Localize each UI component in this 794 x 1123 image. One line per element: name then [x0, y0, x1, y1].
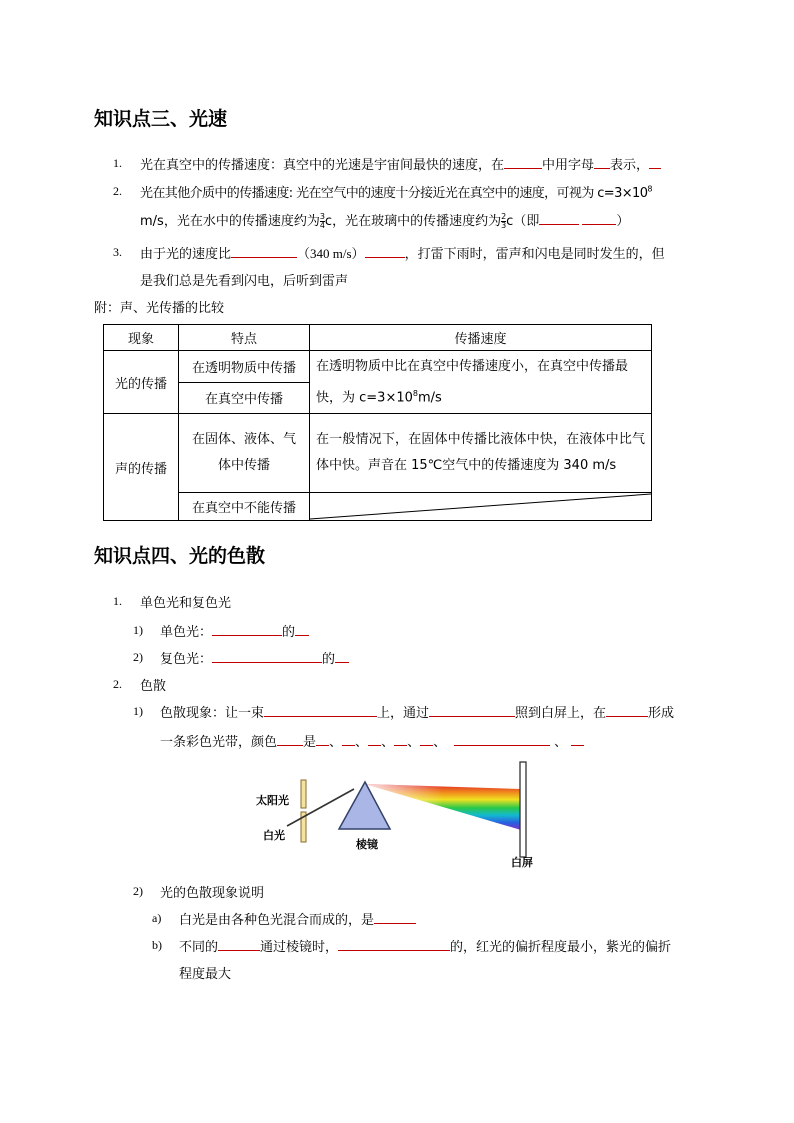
table-cell [310, 414, 652, 493]
item-number: 2. [113, 184, 122, 198]
item-number: 1) [133, 623, 143, 637]
table-header: 传播速度 [310, 325, 652, 351]
table-header-row [104, 325, 652, 351]
table-cell: 在透明物质中传播 [179, 351, 310, 383]
item-number: 1. [113, 156, 122, 170]
list-item-line2 [160, 731, 584, 750]
item-text: ，打雷下雨时，雷声和闪电是同时发生的，但 [404, 247, 665, 262]
section4-title: 知识点四、光的色散 [94, 545, 266, 567]
fill-blank[interactable] [335, 649, 349, 663]
fill-blank[interactable] [594, 155, 610, 169]
item-number: 2) [133, 884, 143, 898]
table-row [104, 493, 652, 521]
fraction-numerator: 3 [319, 212, 325, 221]
fraction-numerator: 2 [501, 212, 507, 221]
exponent: 8 [412, 389, 418, 398]
table-header: 现象 [104, 325, 179, 351]
table-cell: 光的传播 [104, 351, 179, 414]
comparison-table [103, 324, 652, 521]
fill-blank[interactable] [342, 732, 355, 746]
list-item: 光的色散现象说明 [160, 886, 265, 901]
item-text: 是 [303, 735, 317, 750]
list-item [160, 621, 309, 640]
item-number: 2) [133, 650, 143, 664]
item-text: 的 [282, 625, 296, 640]
fill-blank[interactable] [365, 244, 405, 258]
item-text: 白光是由各种色光混合而成的，是 [179, 913, 375, 928]
fill-blank[interactable] [212, 622, 282, 636]
item-text: 单色光： [160, 625, 213, 640]
separator: 、 [407, 735, 421, 750]
item-text: 表示， [610, 158, 650, 173]
fraction-denominator: 4 [319, 221, 325, 230]
list-item: 单色光和复色光 [140, 596, 232, 611]
list-item [179, 936, 671, 955]
fill-blank[interactable] [539, 211, 579, 225]
list-item-line2: 是我们总是先看到闪电，后听到雷声 [140, 274, 349, 289]
fill-blank[interactable] [606, 703, 648, 717]
label-prism: 棱镜 [356, 838, 378, 851]
item-text: m/s，光在水中的传播速度约为 [140, 214, 320, 229]
spectrum-fade [365, 784, 521, 830]
item-text: 上，通过 [377, 706, 430, 721]
fill-blank[interactable] [374, 910, 416, 924]
item-number: 1. [113, 594, 122, 608]
item-text: 一条彩色光带，颜色 [160, 735, 278, 750]
fill-blank[interactable] [454, 732, 550, 746]
item-text: 光在其他介质中的传播速度: 光在空气中的速度十分接近光在真空中的速度，可视为 c=3×10 [140, 186, 648, 201]
table-cell: 在真空中传播 [179, 382, 310, 414]
item-number: 2. [113, 677, 122, 691]
exponent: 8 [647, 184, 652, 194]
fraction-denominator: 3 [501, 221, 507, 230]
separator: 、 [329, 735, 343, 750]
fill-blank[interactable] [368, 732, 381, 746]
label-white-screen: 白屏 [511, 856, 533, 869]
item-text: 复色光： [160, 652, 213, 667]
list-item [160, 702, 674, 721]
table-cell: 在真空中不能传播 [179, 493, 310, 521]
label-sunlight: 太阳光 [256, 794, 289, 807]
cell-text: 在固体、液体、气体中传播 [191, 432, 296, 474]
list-item: 色散 [140, 679, 167, 694]
item-number: 3. [113, 245, 122, 259]
item-text: 中用字母 [542, 158, 595, 173]
fill-blank[interactable] [571, 732, 584, 746]
prism-dispersion-figure [250, 758, 540, 873]
appendix-note: 附：声、光传播的比较 [94, 301, 225, 316]
cell-text: 在透明物质中比在真空中传播速度小，在真空中传播最快，为 c=3×10 [316, 359, 629, 406]
section3-title: 知识点三、光速 [94, 108, 228, 130]
table-row [104, 414, 652, 493]
item-text: （340 m/s） [297, 246, 365, 261]
fill-blank[interactable] [231, 244, 297, 258]
table-cell [179, 414, 310, 493]
separator: 、 [381, 735, 395, 750]
diagonal-line [310, 493, 651, 520]
item-text: 的，红光的偏折程度最小，紫光的偏折 [450, 940, 672, 955]
table-row [104, 351, 652, 383]
cell-text: 在一般情况下，在固体中传播比液体中快，在液体中比气体中快。声音在 15℃空气中的传播速度为 340 m/s [316, 432, 645, 474]
table-cell: 声的传播 [104, 414, 179, 521]
item-text: c，光在玻璃中的传播速度约为 [324, 214, 502, 229]
list-item [179, 909, 416, 928]
fill-blank[interactable] [338, 937, 450, 951]
fill-blank[interactable] [218, 937, 260, 951]
item-number: b) [152, 938, 162, 952]
separator: 、 [433, 735, 447, 750]
separator: 、 [554, 735, 568, 750]
item-text: 照到白屏上，在 [515, 706, 607, 721]
fill-blank[interactable] [295, 622, 309, 636]
fill-blank[interactable] [277, 732, 303, 746]
cell-text: m/s [417, 390, 442, 406]
item-text: 通过棱镜时， [260, 940, 339, 955]
slit-bar-top [301, 780, 306, 808]
item-text: 色散现象：让一束 [160, 706, 265, 721]
list-item [160, 648, 349, 667]
item-text: 不同的 [179, 940, 219, 955]
fill-blank[interactable] [316, 732, 329, 746]
list-item-line2 [140, 210, 629, 230]
fill-blank[interactable] [394, 732, 407, 746]
list-item [140, 154, 661, 173]
fill-blank[interactable] [649, 155, 661, 169]
label-white-light: 白光 [263, 829, 285, 842]
fill-blank[interactable] [420, 732, 433, 746]
white-screen-shape [520, 762, 526, 857]
item-text: c（即 [506, 214, 540, 229]
table-cell-diagonal [310, 493, 652, 521]
item-number: a) [152, 911, 162, 925]
fill-blank[interactable] [582, 211, 616, 225]
item-text: ） [616, 214, 630, 229]
fill-blank[interactable] [212, 649, 322, 663]
table-header: 特点 [179, 325, 310, 351]
item-text: 由于光的速度比 [140, 247, 232, 262]
table-cell [310, 351, 652, 414]
item-text: 的 [322, 652, 336, 667]
list-item [140, 182, 652, 201]
item-text: 形成 [648, 706, 675, 721]
fill-blank[interactable] [429, 703, 515, 717]
separator: 、 [355, 735, 369, 750]
fill-blank[interactable] [264, 703, 377, 717]
fill-blank[interactable] [504, 155, 542, 169]
item-text: 光在真空中的传播速度：真空中的光速是宇宙间最快的速度，在 [140, 158, 505, 173]
list-item [140, 243, 665, 262]
list-item-line2: 程度最大 [179, 967, 232, 982]
item-number: 1) [133, 704, 143, 718]
